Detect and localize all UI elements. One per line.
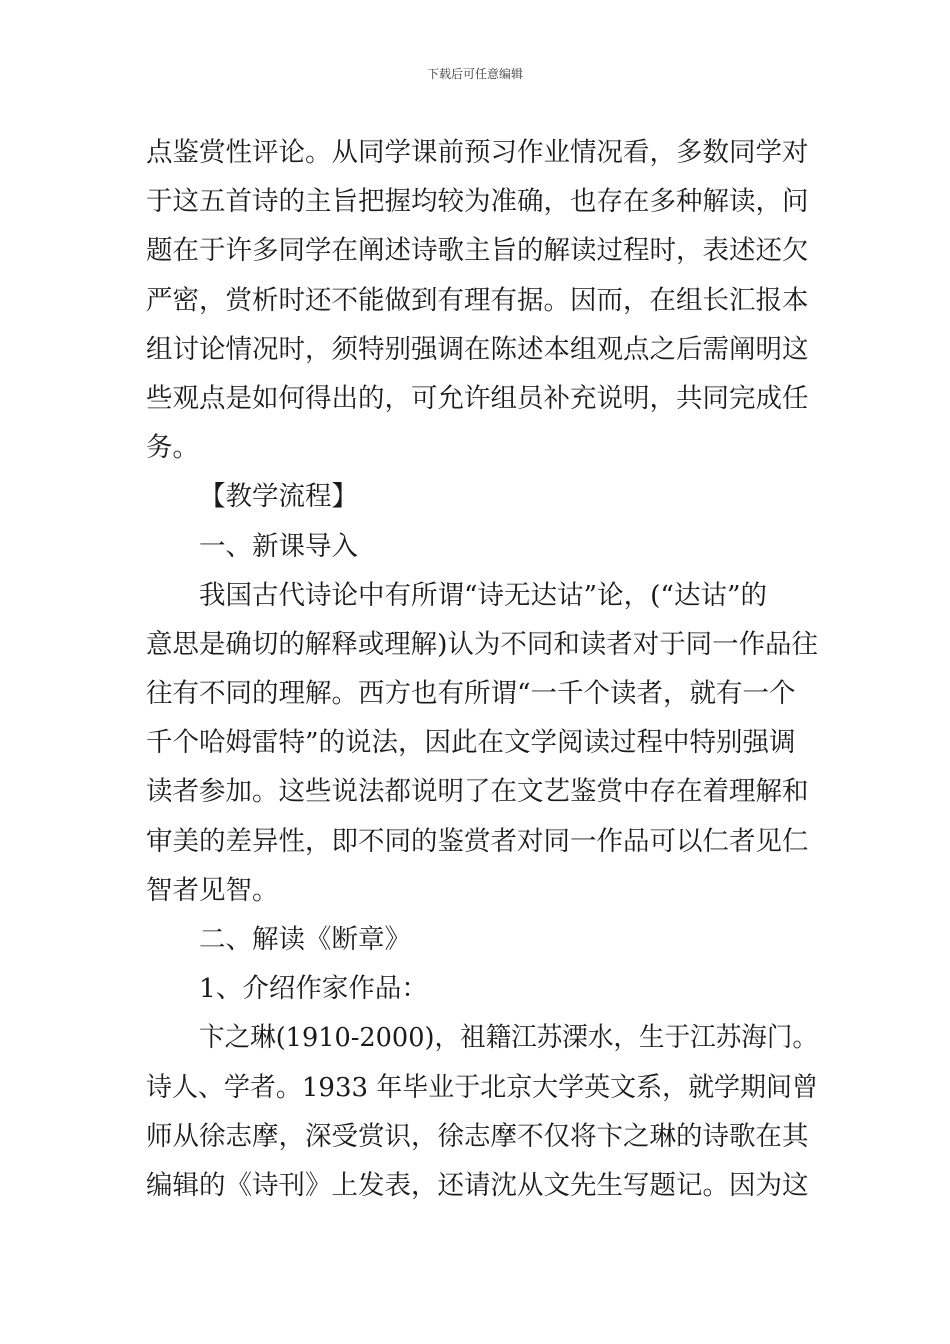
text-line-content: 智者见智。 <box>146 874 279 906</box>
text-line-content: 二、解读《断章》 <box>199 924 411 955</box>
text-line <box>146 1013 818 1062</box>
page-header-note: 下载后可任意编辑 <box>426 67 523 81</box>
text-line <box>146 1063 818 1112</box>
text-line-content: 往有不同的理解。西方也有所谓“一千个读者，就有一个 <box>146 678 796 710</box>
text-line-content: 1、介绍作家作品： <box>199 973 428 1005</box>
text-line-content: 师从徐志摩，深受赏识，徐志摩不仅将卞之琳的诗歌在其 <box>146 1120 809 1152</box>
text-line-content: 严密，赏析时还不能做到有理有据。因而，在组长汇报本 <box>146 284 809 316</box>
text-line-content: 编辑的《诗刊》上发表，还请沈从文先生写题记。因为这 <box>146 1169 809 1201</box>
text-line-content: 读者参加。这些说法都说明了在文艺鉴赏中存在着理解和 <box>146 776 809 808</box>
text-line <box>146 325 818 374</box>
text-line-content: 组讨论情况时，须特别强调在陈述本组观点之后需阐明这 <box>146 333 809 365</box>
text-line-content: 【教学流程】 <box>199 481 358 513</box>
text-line-content: 题在于许多同学在阐述诗歌主旨的解读过程时，表述还欠 <box>146 235 809 267</box>
text-line <box>146 423 818 472</box>
text-line <box>146 767 818 816</box>
text-line <box>146 915 818 964</box>
text-line <box>146 817 818 866</box>
text-line-content: 些观点是如何得出的，可允许组员补充说明，共同完成任 <box>146 382 809 414</box>
text-line-content: 务。 <box>146 432 199 464</box>
text-line <box>146 1112 818 1161</box>
text-line <box>146 718 818 767</box>
text-line-content: 意思是确切的解释或理解)认为不同和读者对于同一作品往 <box>146 628 818 660</box>
text-line-content: 诗人、学者。1933 年毕业于北京大学英文系，就学期间曾 <box>146 1071 818 1103</box>
text-line <box>146 669 818 718</box>
text-line-content: 一、新课导入 <box>199 530 358 562</box>
text-line-content: 我国古代诗论中有所谓“诗无达诂”论，(“达诂”的 <box>199 579 768 611</box>
document-body <box>146 128 818 1210</box>
text-line <box>146 374 818 423</box>
text-line <box>146 620 818 669</box>
text-line-content: 千个哈姆雷特”的说法，因此在文学阅读过程中特别强调 <box>146 727 796 759</box>
text-line <box>146 964 818 1013</box>
text-line <box>146 177 818 226</box>
text-line-content: 点鉴赏性评论。从同学课前预习作业情况看，多数同学对 <box>146 137 809 168</box>
text-line-content: 审美的差异性，即不同的鉴赏者对同一作品可以仁者见仁 <box>146 825 809 857</box>
text-line <box>146 276 818 325</box>
text-line <box>146 128 818 177</box>
text-line <box>146 1161 818 1210</box>
text-line-content: 于这五首诗的主旨把握均较为准确，也存在多种解读，问 <box>146 186 809 218</box>
text-line <box>146 571 818 620</box>
text-line <box>146 522 818 571</box>
text-line <box>146 226 818 275</box>
text-line-content: 卞之琳(1910-2000)，祖籍江苏溧水，生于江苏海门。 <box>199 1022 818 1054</box>
text-line <box>146 472 818 521</box>
text-line <box>146 866 818 915</box>
